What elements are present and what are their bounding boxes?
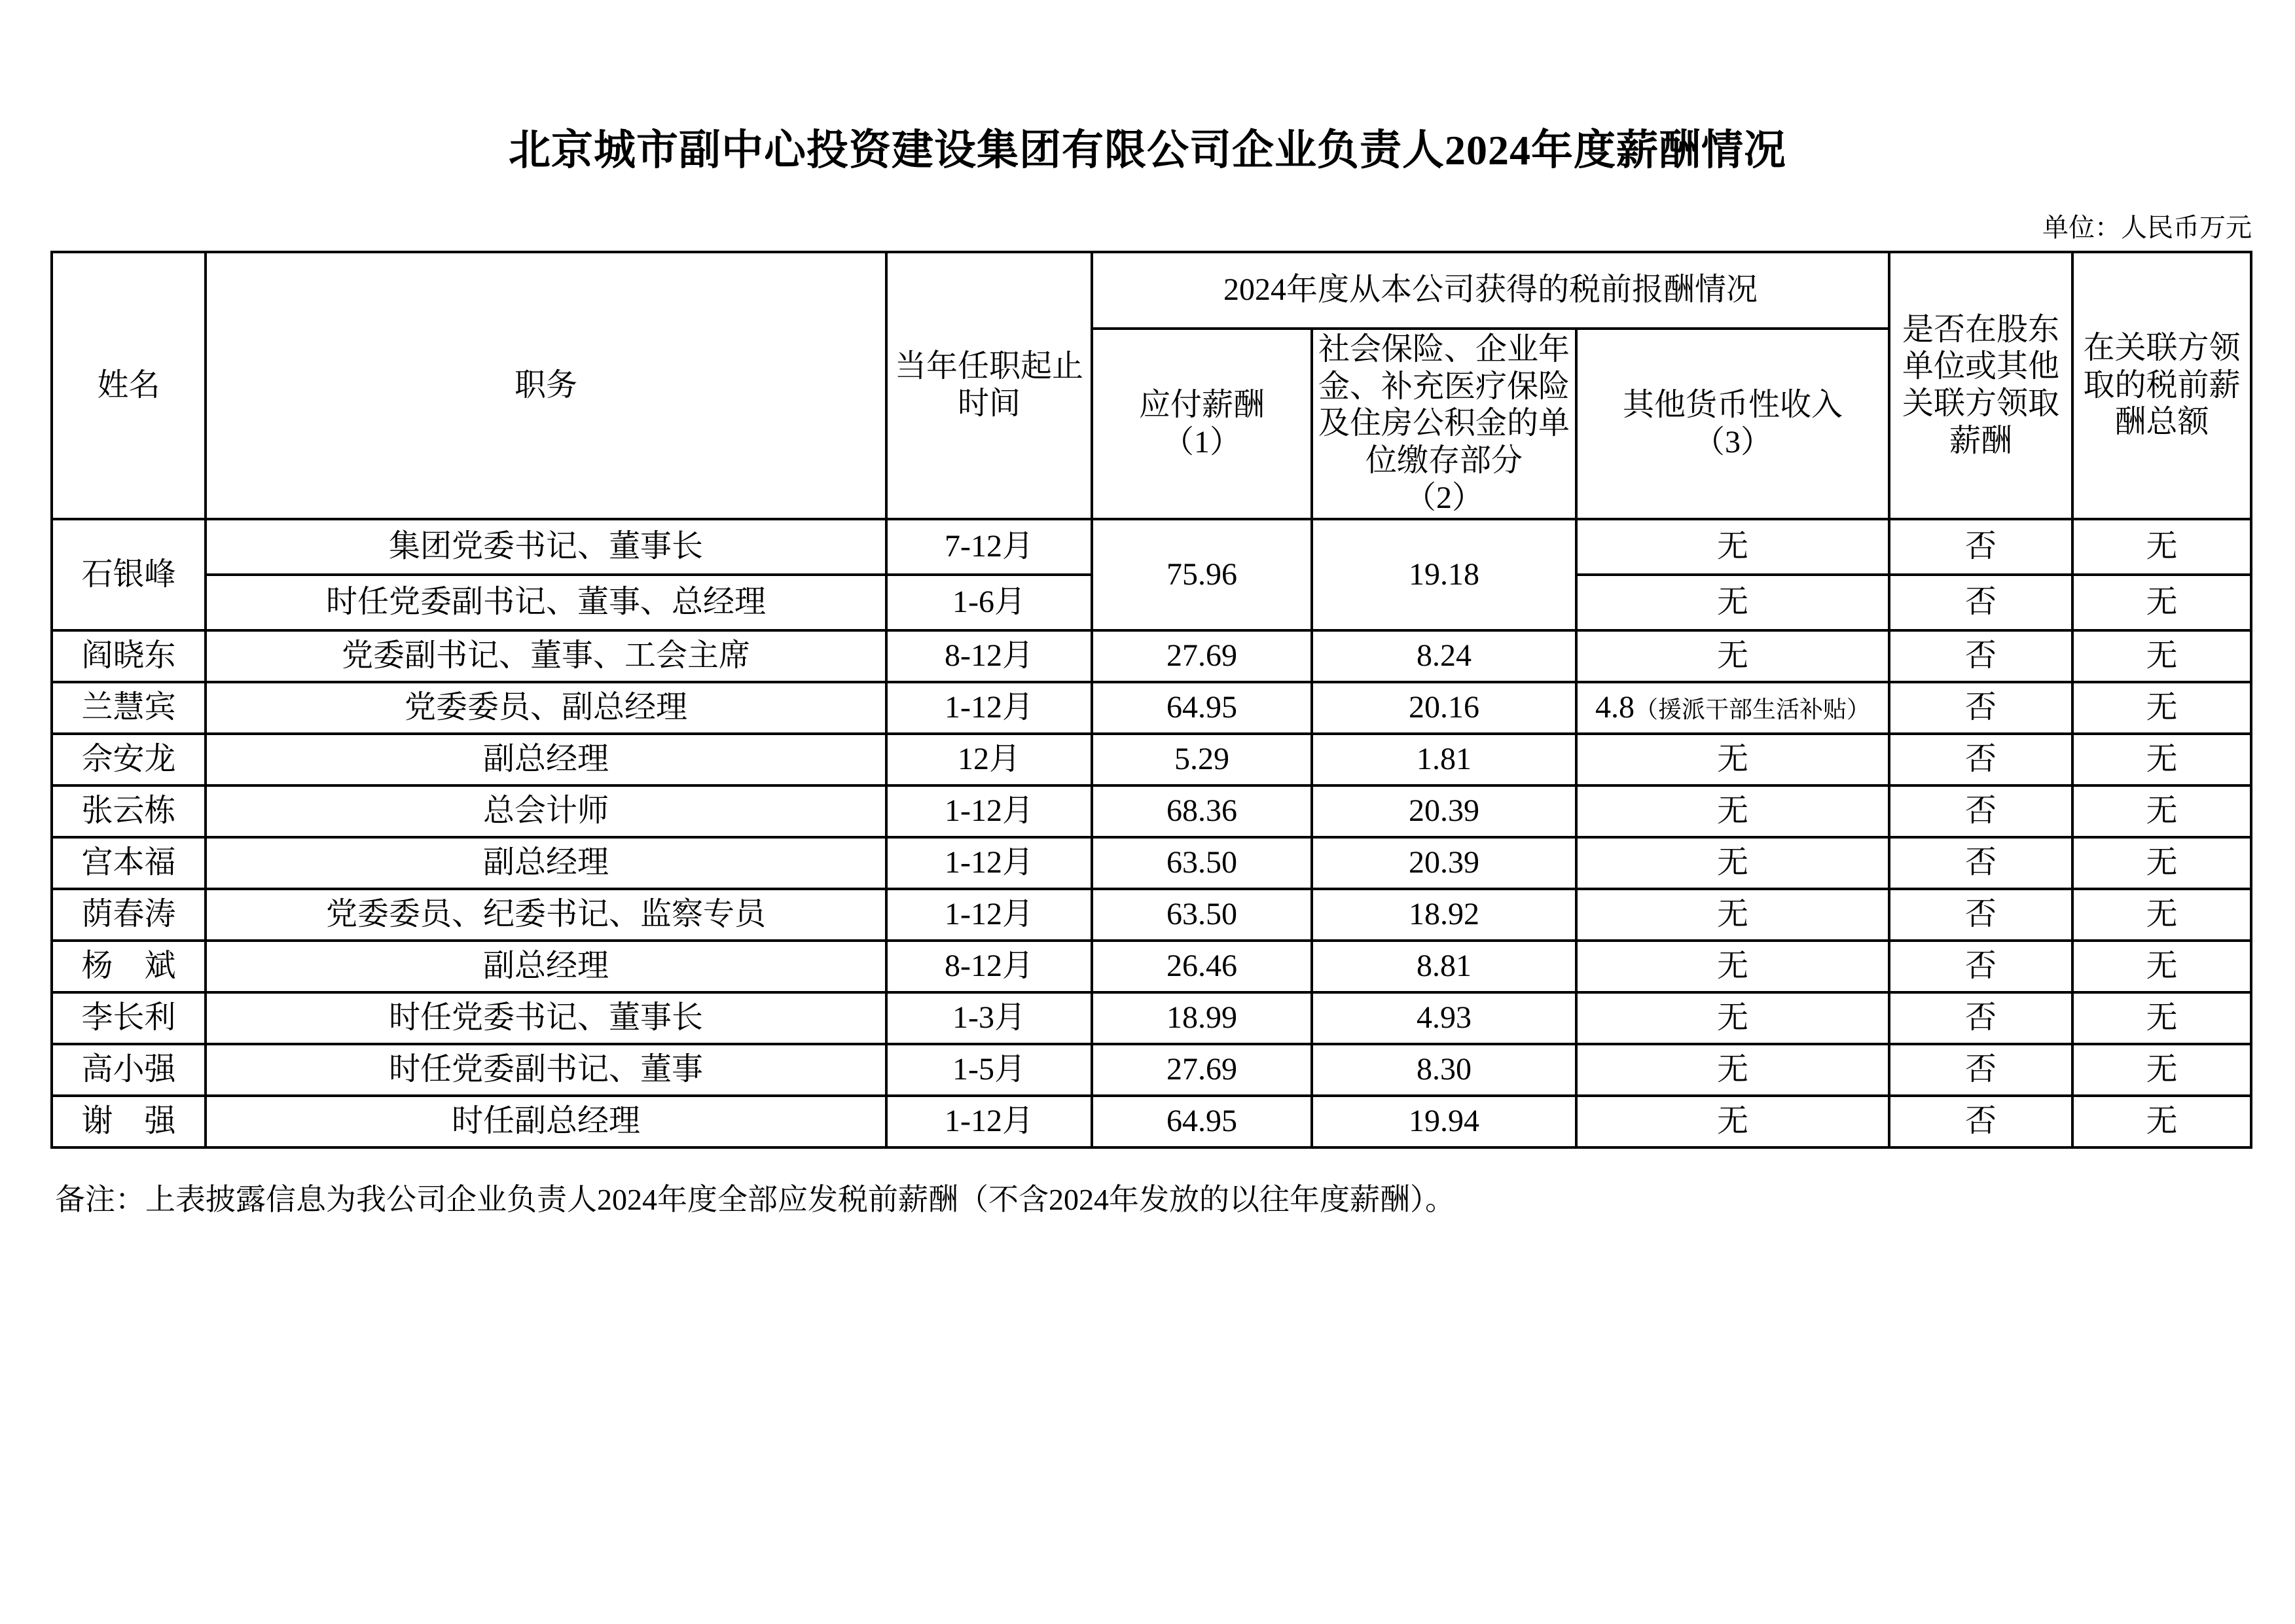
cell-name: 杨 斌 — [52, 941, 206, 992]
header-social-label: 社会保险、企业年金、补充医疗保险及住房公积金的单位缴存部分 — [1318, 332, 1570, 478]
table-row — [52, 941, 2251, 992]
unit-label: 单位：人民币万元 — [2042, 213, 2252, 242]
cell-other-income: 无 — [1576, 837, 1889, 889]
header-payable-label: 应付薪酬 — [1138, 387, 1265, 422]
table-row — [52, 734, 2251, 785]
cell-other-income: 无 — [1576, 630, 1889, 682]
cell-name: 谢 强 — [52, 1096, 206, 1147]
cell-tenure: 1-12月 — [886, 682, 1092, 734]
cell-position: 党委委员、纪委书记、监察专员 — [206, 889, 886, 941]
cell-position: 时任副总经理 — [206, 1096, 886, 1147]
header-other-label: 其他货币性收入 — [1623, 387, 1843, 422]
cell-related-flag: 否 — [1889, 785, 2072, 837]
cell-related-total: 无 — [2072, 734, 2251, 785]
cell-other-income: 无 — [1576, 889, 1889, 941]
cell-social: 20.16 — [1312, 682, 1576, 734]
cell-position: 集团党委书记、董事长 — [206, 519, 886, 575]
cell-social: 8.81 — [1312, 941, 1576, 992]
table-row — [52, 630, 2251, 682]
cell-other-income: 无 — [1576, 1044, 1889, 1096]
cell-payable: 26.46 — [1092, 941, 1312, 992]
cell-position: 党委副书记、董事、工会主席 — [206, 630, 886, 682]
cell-related-total: 无 — [2072, 889, 2251, 941]
cell-social: 8.30 — [1312, 1044, 1576, 1096]
cell-name: 荫春涛 — [52, 889, 206, 941]
header-payable — [1092, 329, 1312, 519]
cell-payable: 5.29 — [1092, 734, 1312, 785]
cell-position: 时任党委副书记、董事、总经理 — [206, 575, 886, 630]
header-payable-num: （1） — [1162, 424, 1241, 460]
cell-social: 1.81 — [1312, 734, 1576, 785]
cell-related-flag: 否 — [1889, 837, 2072, 889]
cell-position: 总会计师 — [206, 785, 886, 837]
cell-other-income: 无 — [1576, 575, 1889, 630]
table-row — [52, 1096, 2251, 1147]
cell-name: 张云栋 — [52, 785, 206, 837]
cell-tenure: 1-12月 — [886, 837, 1092, 889]
cell-payable: 63.50 — [1092, 837, 1312, 889]
cell-related-flag: 否 — [1889, 734, 2072, 785]
cell-position: 副总经理 — [206, 734, 886, 785]
cell-social: 19.18 — [1312, 519, 1576, 630]
cell-other-income: 无 — [1576, 992, 1889, 1044]
cell-tenure: 1-12月 — [886, 785, 1092, 837]
cell-name: 高小强 — [52, 1044, 206, 1096]
footnote: 备注：上表披露信息为我公司企业负责人2024年度全部应发税前薪酬（不含2024年发放的以往年度薪酬）。 — [55, 1183, 1455, 1216]
cell-related-flag: 否 — [1889, 519, 2072, 575]
other-income-detail: （援派干部生活补贴） — [1635, 696, 1871, 723]
cell-payable: 68.36 — [1092, 785, 1312, 837]
cell-tenure: 1-6月 — [886, 575, 1092, 630]
cell-tenure: 1-3月 — [886, 992, 1092, 1044]
cell-social: 20.39 — [1312, 837, 1576, 889]
cell-social: 19.94 — [1312, 1096, 1576, 1147]
cell-related-flag: 否 — [1889, 630, 2072, 682]
header-related-flag: 是否在股东单位或其他关联方领取薪酬 — [1889, 252, 2072, 519]
cell-tenure: 7-12月 — [886, 519, 1092, 575]
cell-payable: 18.99 — [1092, 992, 1312, 1044]
header-social — [1312, 329, 1576, 519]
cell-tenure: 8-12月 — [886, 941, 1092, 992]
cell-payable: 75.96 — [1092, 519, 1312, 630]
table-row — [52, 837, 2251, 889]
cell-name: 石银峰 — [52, 519, 206, 630]
cell-position: 时任党委书记、董事长 — [206, 992, 886, 1044]
cell-related-total: 无 — [2072, 1044, 2251, 1096]
table-row — [52, 785, 2251, 837]
other-income-value: 4.8 — [1595, 690, 1635, 725]
cell-name: 宫本福 — [52, 837, 206, 889]
cell-related-total: 无 — [2072, 785, 2251, 837]
cell-other-income: 无 — [1576, 941, 1889, 992]
cell-related-flag: 否 — [1889, 889, 2072, 941]
cell-position: 副总经理 — [206, 941, 886, 992]
cell-position: 副总经理 — [206, 837, 886, 889]
cell-other-income: 无 — [1576, 785, 1889, 837]
cell-tenure: 12月 — [886, 734, 1092, 785]
cell-related-total: 无 — [2072, 941, 2251, 992]
cell-other-income: 无 — [1576, 734, 1889, 785]
cell-tenure: 1-5月 — [886, 1044, 1092, 1096]
cell-name: 阎晓东 — [52, 630, 206, 682]
cell-related-total: 无 — [2072, 992, 2251, 1044]
cell-payable: 27.69 — [1092, 1044, 1312, 1096]
cell-related-flag: 否 — [1889, 682, 2072, 734]
cell-other-income: 无 — [1576, 1096, 1889, 1147]
table-row — [52, 682, 2251, 734]
cell-related-total: 无 — [2072, 837, 2251, 889]
page-title: 北京城市副中心投资建设集团有限公司企业负责人2024年度薪酬情况 — [509, 127, 1786, 173]
cell-position: 党委委员、副总经理 — [206, 682, 886, 734]
header-row-group — [52, 252, 2251, 329]
header-tenure: 当年任职起止时间 — [886, 252, 1092, 519]
header-name: 姓名 — [52, 252, 206, 519]
cell-social: 18.92 — [1312, 889, 1576, 941]
cell-related-total: 无 — [2072, 630, 2251, 682]
table-row — [52, 519, 2251, 575]
cell-related-flag: 否 — [1889, 992, 2072, 1044]
header-pretax-group: 2024年度从本公司获得的税前报酬情况 — [1092, 252, 1889, 329]
cell-related-total: 无 — [2072, 682, 2251, 734]
cell-social: 20.39 — [1312, 785, 1576, 837]
cell-payable: 64.95 — [1092, 682, 1312, 734]
cell-related-flag: 否 — [1889, 1096, 2072, 1147]
header-other-num: （3） — [1693, 424, 1773, 460]
cell-related-total: 无 — [2072, 575, 2251, 630]
cell-position: 时任党委副书记、董事 — [206, 1044, 886, 1096]
cell-name: 兰慧宾 — [52, 682, 206, 734]
cell-tenure: 1-12月 — [886, 1096, 1092, 1147]
cell-related-flag: 否 — [1889, 575, 2072, 630]
cell-tenure: 8-12月 — [886, 630, 1092, 682]
cell-name: 佘安龙 — [52, 734, 206, 785]
table-row — [52, 889, 2251, 941]
table-row — [52, 992, 2251, 1044]
cell-payable: 64.95 — [1092, 1096, 1312, 1147]
cell-other-income — [1576, 682, 1889, 734]
header-related-total: 在关联方领取的税前薪酬总额 — [2072, 252, 2251, 519]
header-other-income — [1576, 329, 1889, 519]
cell-related-total: 无 — [2072, 1096, 2251, 1147]
cell-other-income: 无 — [1576, 519, 1889, 575]
cell-related-flag: 否 — [1889, 1044, 2072, 1096]
cell-payable: 63.50 — [1092, 889, 1312, 941]
header-social-num: （2） — [1404, 480, 1483, 515]
salary-table — [50, 251, 2252, 1149]
cell-social: 4.93 — [1312, 992, 1576, 1044]
cell-tenure: 1-12月 — [886, 889, 1092, 941]
table-row — [52, 1044, 2251, 1096]
cell-related-total: 无 — [2072, 519, 2251, 575]
cell-name: 李长利 — [52, 992, 206, 1044]
cell-social: 8.24 — [1312, 630, 1576, 682]
header-position: 职务 — [206, 252, 886, 519]
cell-related-flag: 否 — [1889, 941, 2072, 992]
cell-payable: 27.69 — [1092, 630, 1312, 682]
